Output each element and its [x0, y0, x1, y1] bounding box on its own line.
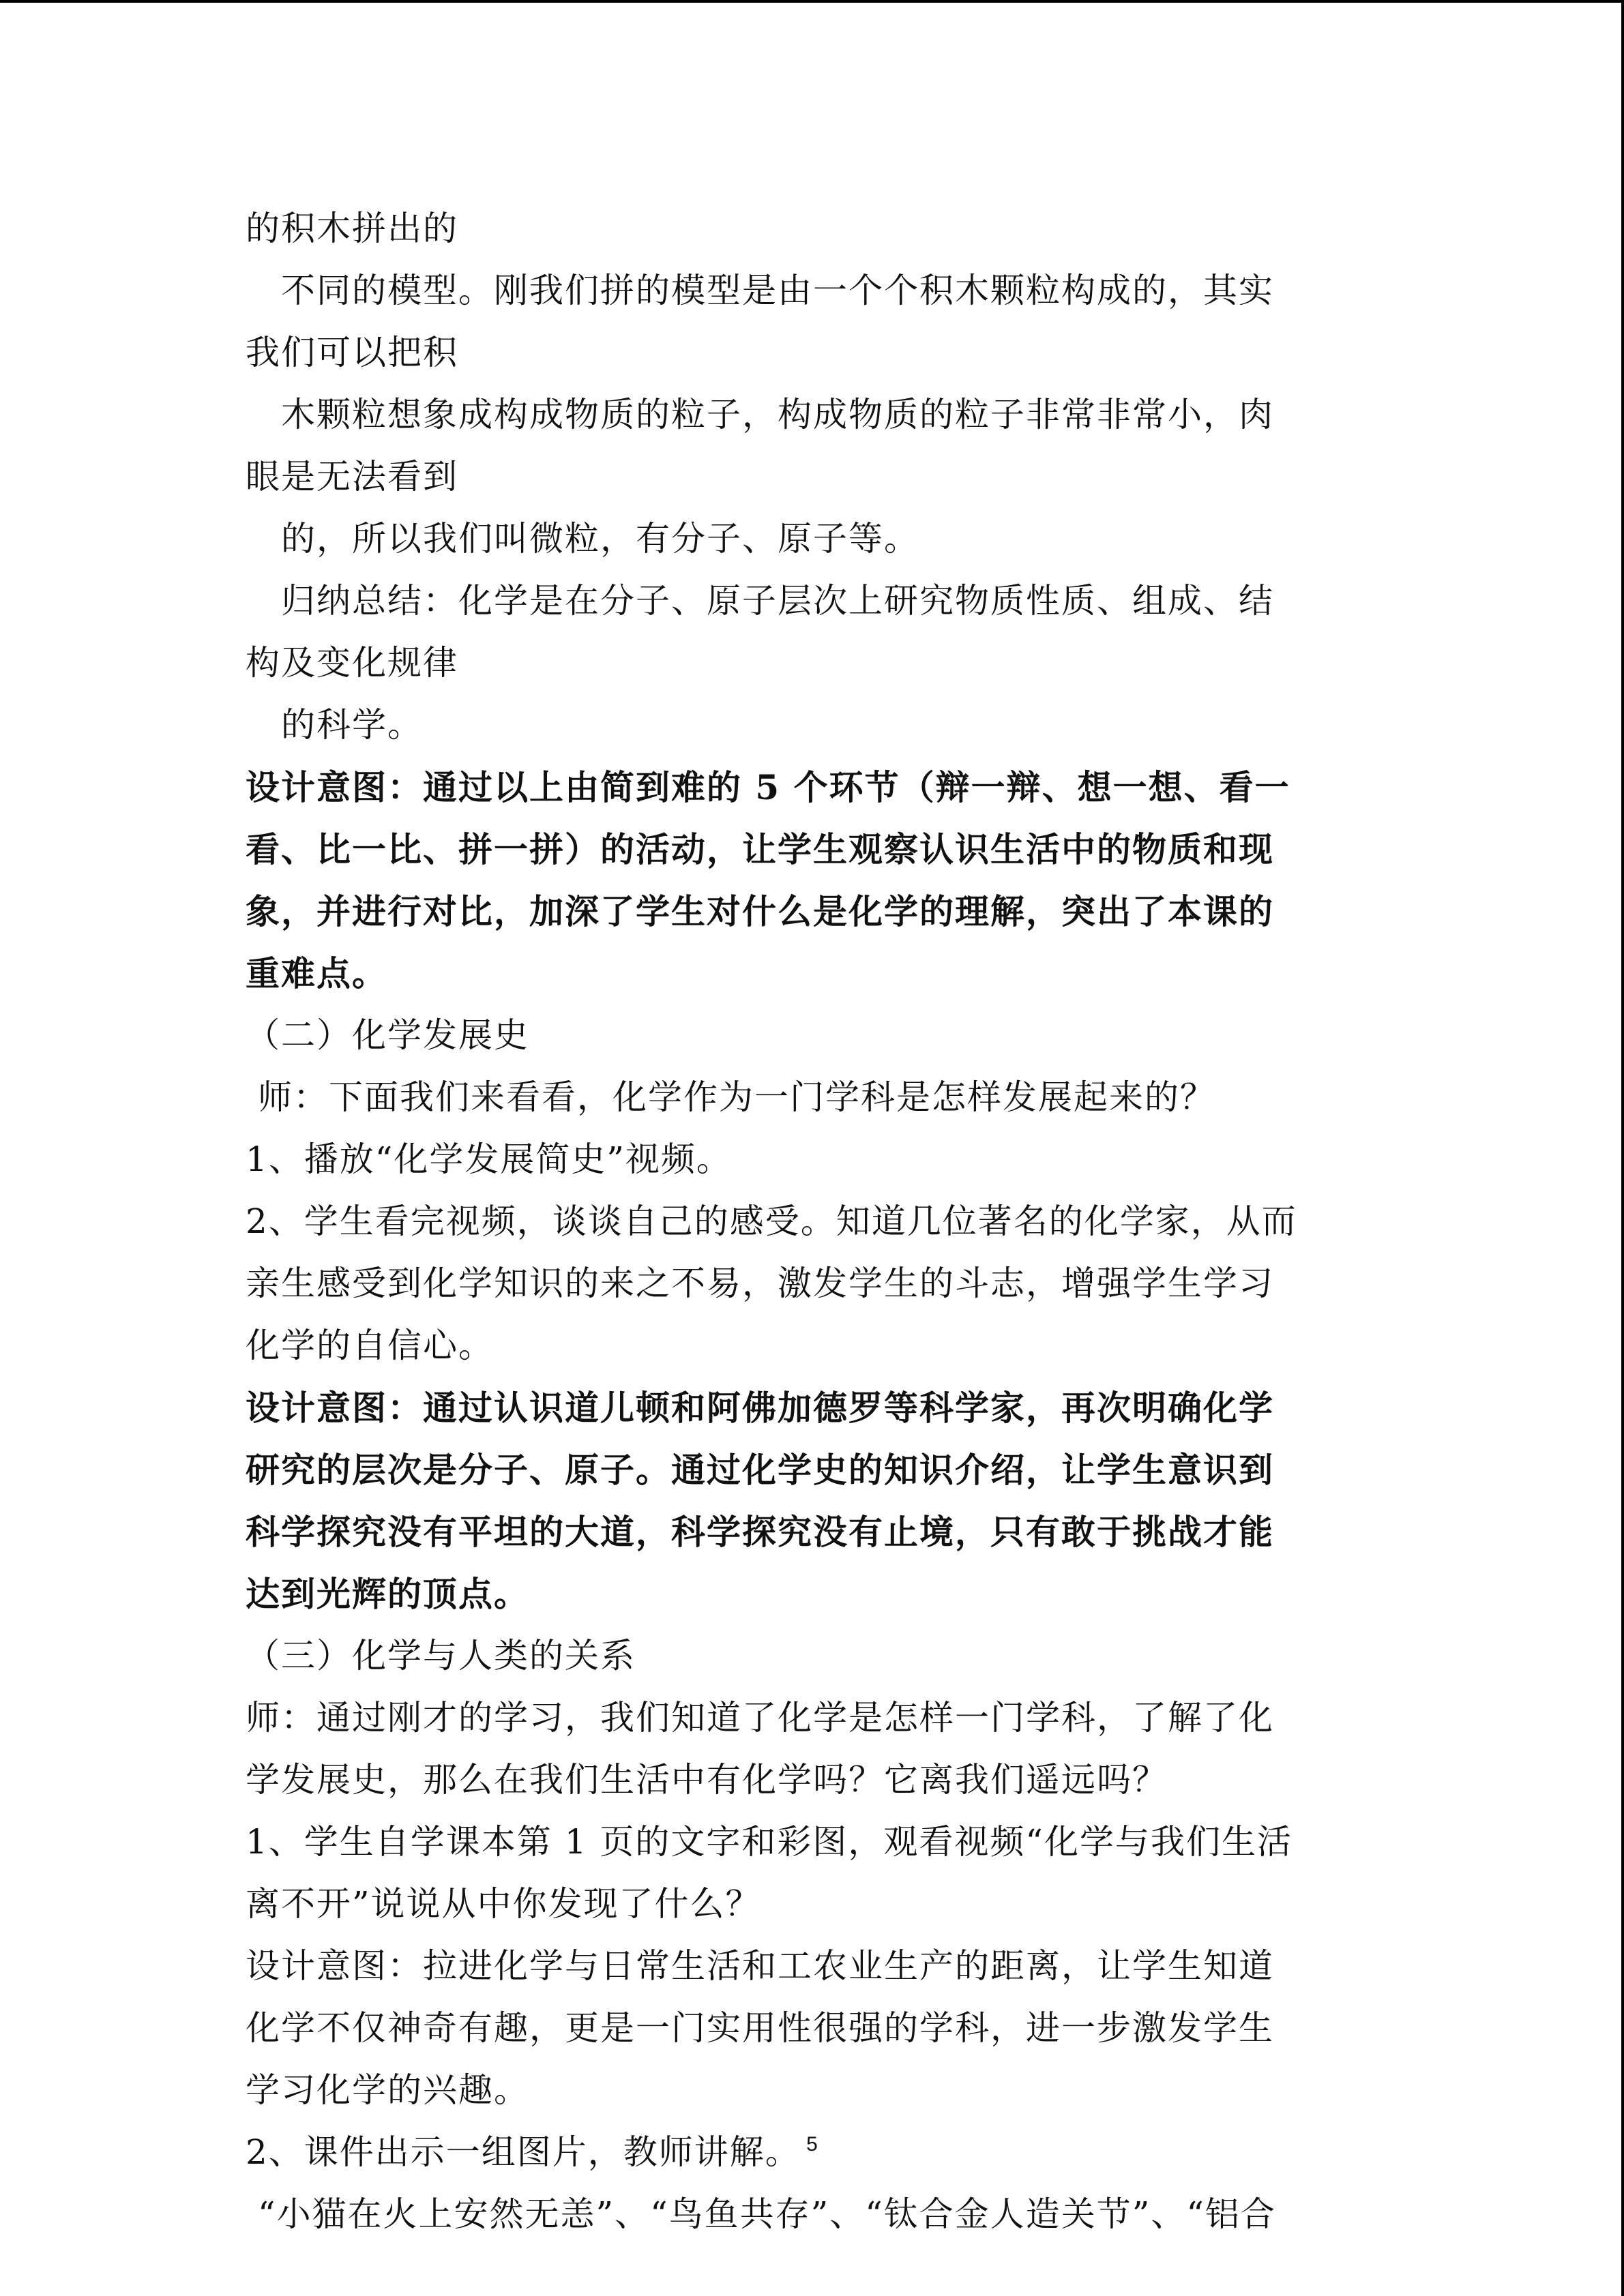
section-heading-2: （二）化学发展史: [246, 1015, 529, 1055]
text-line-27: 1、学生自学课本第 1 页的文字和彩图，观看视频“化学与我们生活: [246, 1822, 1293, 1862]
text-line-3: 我们可以把积: [246, 333, 458, 372]
page-border-right: [1621, 0, 1624, 2296]
text-line-5: 眼是无法看到: [246, 457, 458, 496]
text-line-1: 的积木拼出的: [246, 209, 458, 248]
page-number: 5: [806, 2133, 818, 2156]
text-line-26: 学发展史，那么在我们生活中有化学吗？它离我们遥远吗？: [246, 1760, 1168, 1800]
design-intent-3-line-1: 设计意图：拉进化学与日常生活和工农业生产的距离，让学生知道: [246, 1946, 1274, 1986]
text-line-18: 亲生感受到化学知识的来之不易，激发学生的斗志，增强学生学习: [246, 1264, 1274, 1303]
design-intent-2-line-3: 科学探究没有平坦的大道，科学探究没有止境，只有敢于挑战才能: [246, 1512, 1274, 1552]
text-line-28: 离不开”说说从中你发现了什么？: [246, 1884, 761, 1924]
text-line-9: 的科学。: [281, 705, 423, 745]
text-line-7: 归纳总结：化学是在分子、原子层次上研究物质性质、组成、结: [281, 581, 1274, 621]
text-line-32: 2、课件出示一组图片，教师讲解。: [246, 2132, 801, 2172]
text-line-19: 化学的自信心。: [246, 1326, 494, 1365]
section-heading-3: （三）化学与人类的关系: [246, 1636, 636, 1675]
text-line-15: 师：下面我们来看看，化学作为一门学科是怎样发展起来的？: [258, 1077, 1215, 1117]
design-intent-1-line-3: 象，并进行对比，加深了学生对什么是化学的理解，突出了本课的: [246, 891, 1274, 931]
document-body: [246, 198, 1378, 2246]
design-intent-2-line-1: 设计意图：通过认识道儿顿和阿佛加德罗等科学家，再次明确化学: [246, 1388, 1274, 1428]
text-line-2: 不同的模型。刚我们拼的模型是由一个个积木颗粒构成的，其实: [281, 271, 1274, 310]
text-line-8: 构及变化规律: [246, 643, 458, 683]
text-line-17: 2、学生看完视频，谈谈自己的感受。知道几位著名的化学家，从而: [246, 1202, 1297, 1241]
design-intent-3-line-3: 学习化学的兴趣。: [246, 2070, 529, 2110]
page-border-top: [0, 0, 1624, 3]
text-line-4: 木颗粒想象成构成物质的粒子，构成物质的粒子非常非常小，肉: [281, 395, 1274, 434]
text-line-16: 1、播放“化学发展简史”视频。: [246, 1139, 732, 1179]
design-intent-1-line-1: 设计意图：通过以上由简到难的 5 个环节（辩一辩、想一想、看一: [246, 767, 1290, 807]
design-intent-2-line-4: 达到光辉的顶点。: [246, 1574, 529, 1614]
design-intent-1-line-2: 看、比一比、拼一拼）的活动，让学生观察认识生活中的物质和现: [246, 829, 1274, 869]
design-intent-2-line-2: 研究的层次是分子、原子。通过化学史的知识介绍，让学生意识到: [246, 1450, 1274, 1490]
design-intent-1-line-4: 重难点。: [246, 953, 387, 994]
text-line-25: 师：通过刚才的学习，我们知道了化学是怎样一门学科，了解了化: [246, 1698, 1274, 1738]
text-line-33: “小猫在火上安然无恙”、“鸟鱼共存”、“钛合金人造关节”、“铝合: [258, 2194, 1276, 2234]
text-line-6: 的，所以我们叫微粒，有分子、原子等。: [281, 519, 919, 558]
design-intent-3-line-2: 化学不仅神奇有趣，更是一门实用性很强的学科，进一步激发学生: [246, 2008, 1274, 2048]
